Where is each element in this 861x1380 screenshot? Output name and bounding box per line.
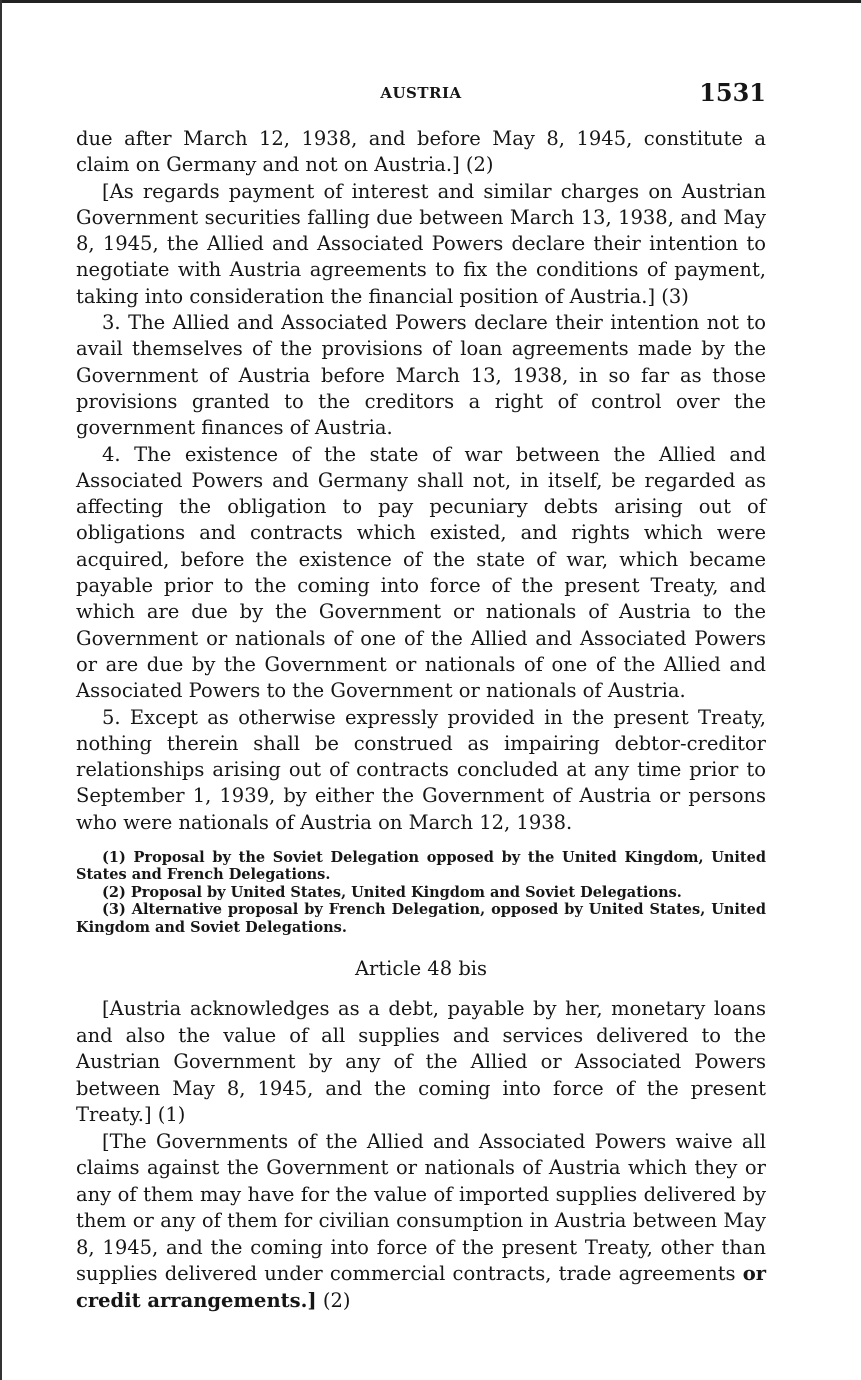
running-head: AUSTRIA: [380, 84, 462, 102]
footnote-2: (2) Proposal by United States, United Kingdom and Soviet Delegations.: [102, 883, 682, 901]
page-number: 1531: [699, 78, 766, 107]
paragraph-interest-charges: [As regards payment of interest and similar charges on Austrian Government securities falling due between March 13, 1938, and May 8, 1945, the Allied and Associated Powers declare their intention to negotiate with Austria agreements to fix the conditions of payment, taking into consideration the financial position of Austria.] (3): [76, 179, 766, 308]
paragraph-continuation: due after March 12, 1938, and before May 8, 1945, constitute a claim on Germany and not on Austria.] (2): [76, 127, 766, 177]
footnote-1: (1) Proposal by the Soviet Delegation opposed by the United Kingdom, United States and French Delegations.: [76, 849, 766, 884]
footnotes: [76, 849, 766, 936]
page-header: [76, 78, 766, 108]
paragraph-5: 5. Except as otherwise expressly provided in the present Treaty, nothing therein shall be construed as impairing debtor-creditor relationships arising out of contracts concluded at any time prior to September 1, 1939, by either the Government of Austria or persons who were nationals of Austria on March 12, 1938.: [76, 705, 766, 834]
main-text: [76, 126, 766, 836]
paragraph-4: 4. The existence of the state of war between the Allied and Associated Powers and Germany shall not, in itself, be regarded as affecting the obligation to pay pecuniary debts arising out of obligations and contracts which existed, and rights which were acquired, before the existence of the state of war, which became payable prior to the coming into force of the present Treaty, and which are due by the Government or nationals of Austria to the Government or nationals of one of the Allied and Associated Powers or are due by the Government or nationals of one of the Allied and Associated Powers to the Government or nationals of Austria.: [76, 442, 766, 703]
article-title: Article 48 bis: [354, 957, 488, 980]
article-paragraph-2-bold: or credit arrangements.]: [76, 1262, 766, 1312]
article-text: [76, 996, 766, 1314]
page-top-edge: [0, 0, 861, 3]
article-paragraph-1: [Austria acknowledges as a debt, payable by her, monetary loans and also the value of all supplies and services delivered to the Austrian Government by any of the Allied or Associated Powers between May 8, 1945, and the coming into force of the present Treaty.] (1): [76, 997, 766, 1126]
article-paragraph-2: [76, 1129, 766, 1315]
article-paragraph-2-note: (2): [316, 1288, 351, 1312]
paragraph-3: 3. The Allied and Associated Powers declare their intention not to avail themselves of the provisions of loan agreements made by the Government of Austria before March 13, 1938, in so far as those provisions granted to the creditors a right of control over the government finances of Austria.: [76, 311, 766, 440]
page-left-edge: [0, 0, 2, 1380]
footnote-3: (3) Alternative proposal by French Delegation, opposed by United States, United Kingdom and Soviet Delegations.: [76, 901, 766, 936]
article-paragraph-2-main: [The Governments of the Allied and Associated Powers waive all claims against the Government or nationals of Austria which they or any of them may have for the value of imported supplies delivered by them or any of them for civilian consumption in Austria between May 8, 1945, and the coming into force of the present Treaty, other than supplies delivered under commercial contracts, trade agreements: [76, 1129, 766, 1285]
